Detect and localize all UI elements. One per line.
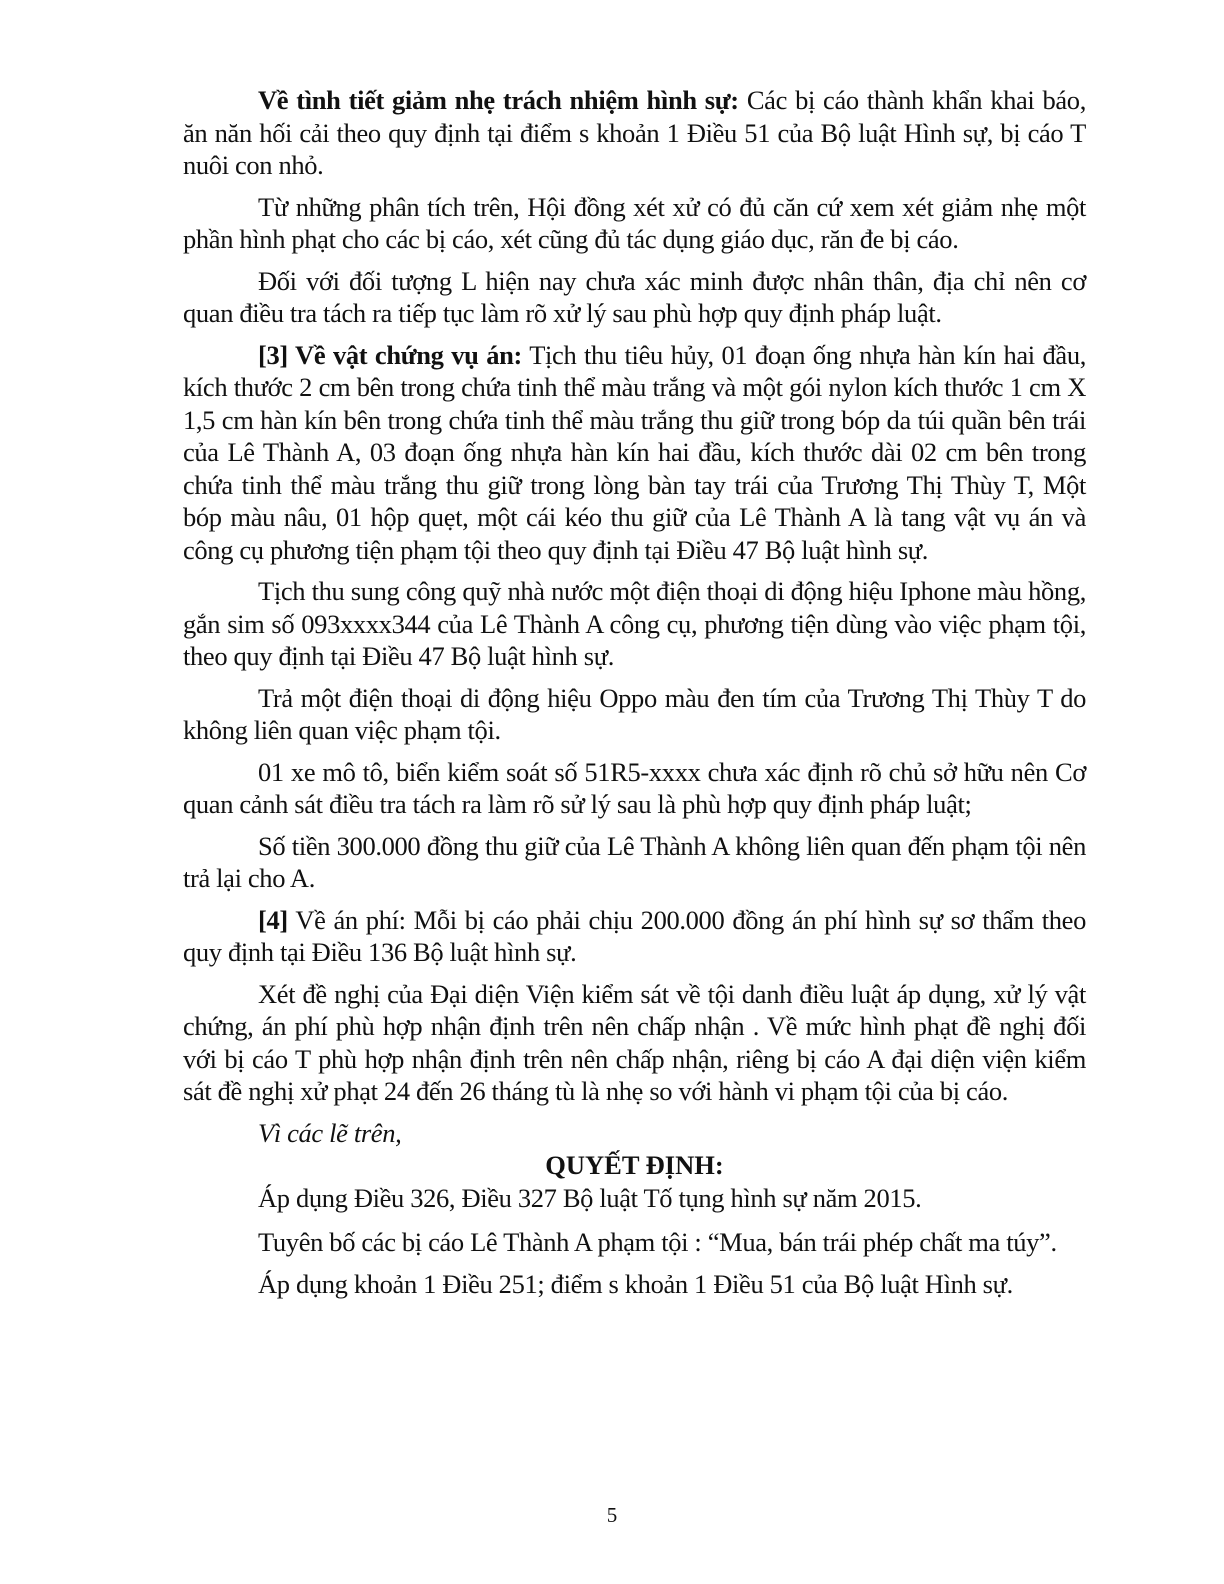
paragraph-return-oppo xyxy=(183,682,1086,747)
paragraph-subject-l xyxy=(183,265,1086,330)
paragraph-bold-lead: [4] xyxy=(258,904,288,935)
paragraph-text: Tịch thu tiêu hủy, 01 đoạn ống nhựa hàn kín hai đầu, kích thước 2 cm bên trong chứa tinh thể màu trắng và một gói nylon kích thước 1 cm X 1,5 cm hàn kín bên trong chứa tinh thể màu trắng thu giữ trong bóp da túi quần bên trái của Lê Thành A, 03 đoạn ống nhựa hàn kín hai đầu, kích thước dài 02 cm bên trong chứa tinh thể màu trắng thu giữ trong lòng bàn tay trái của Trương Thị Thùy T, Một bóp màu nâu, 01 hộp quẹt, một cái kéo thu giữ của Lê Thành A là tang vật vụ án và công cụ phương tiện phạm tội theo quy định tại Điều 47 Bộ luật hình sự. xyxy=(183,339,1086,565)
paragraph-text: Trả một điện thoại di động hiệu Oppo màu đen tím của Trương Thị Thùy T do không liên quan việc phạm tội. xyxy=(183,682,1086,745)
paragraph-bold-lead: [3] Về vật chứng vụ án: xyxy=(258,339,522,370)
decision-paragraph: Tuyên bố các bị cáo Lê Thành A phạm tội : “Mua, bán trái phép chất ma túy”. xyxy=(258,1227,1057,1257)
paragraph-text: Xét đề nghị của Đại diện Viện kiểm sát về tội danh điều luật áp dụng, xử lý vật chứng, án phí phù hợp nhận định trên nên chấp nhận . Về mức hình phạt đề nghị đối với bị cáo T phù hợp nhận định trên nên chấp nhận, riêng bị cáo A đại diện viện kiểm sát đề nghị xử phạt 24 đến 26 tháng tù là nhẹ so với hành vi phạm tội của bị cáo. xyxy=(183,978,1086,1106)
paragraph-mitigating-circumstances xyxy=(183,84,1086,182)
paragraph-money xyxy=(183,830,1086,895)
decision-paragraph: Áp dụng Điều 326, Điều 327 Bộ luật Tố tụng hình sự năm 2015. xyxy=(258,1182,922,1213)
paragraph-text: Từ những phân tích trên, Hội đồng xét xử có đủ căn cứ xem xét giảm nhẹ một phần hình phạt cho các bị cáo, xét cũng đủ tác dụng giáo dục, răn đe bị cáo. xyxy=(183,191,1086,254)
paragraph-court-fees xyxy=(183,904,1086,969)
decision-heading: QUYẾT ĐỊNH: xyxy=(545,1150,724,1180)
closing-phrase: Vì các lẽ trên, xyxy=(258,1117,402,1148)
paragraph-procuracy-proposal xyxy=(183,978,1086,1108)
paragraph-analysis xyxy=(183,191,1086,256)
decision-paragraph: Áp dụng khoản 1 Điều 251; điểm s khoản 1 Điều 51 của Bộ luật Hình sự. xyxy=(258,1268,1013,1299)
document-body xyxy=(183,84,1086,1312)
paragraph-text: Số tiền 300.000 đồng thu giữ của Lê Thành A không liên quan đến phạm tội nên trả lại cho A. xyxy=(183,830,1086,893)
paragraph-bold-lead: Về tình tiết giảm nhẹ trách nhiệm hình sự: xyxy=(258,85,739,115)
paragraph-text: Về án phí: Mỗi bị cáo phải chịu 200.000 đồng án phí hình sự sơ thẩm theo quy định tại Điều 136 Bộ luật hình sự. xyxy=(183,904,1086,967)
page-number: 5 xyxy=(606,1503,618,1527)
paragraph-confiscation-iphone xyxy=(183,575,1086,673)
paragraph-evidence xyxy=(183,339,1086,567)
paragraph-text: Đối với đối tượng L hiện nay chưa xác minh được nhân thân, địa chỉ nên cơ quan điều tra tách ra tiếp tục làm rõ xử lý sau phù hợp quy định pháp luật. xyxy=(183,265,1086,328)
paragraph-text: Các bị cáo thành khẩn khai báo, ăn năn hối cải theo quy định tại điểm s khoản 1 Điều 51 của Bộ luật Hình sự, bị cáo T nuôi con nhỏ. xyxy=(183,85,1086,180)
paragraph-text: 01 xe mô tô, biển kiểm soát số 51R5-xxxx chưa xác định rõ chủ sở hữu nên Cơ quan cảnh sát điều tra tách ra làm rõ sử lý sau là phù hợp quy định pháp luật; xyxy=(183,756,1086,819)
paragraph-motorbike xyxy=(183,756,1086,821)
paragraph-text: Tịch thu sung công quỹ nhà nước một điện thoại di động hiệu Iphone màu hồng, gắn sim số 093xxxx344 của Lê Thành A công cụ, phương tiện dùng vào việc phạm tội, theo quy định tại Điều 47 Bộ luật hình sự. xyxy=(183,576,1086,671)
